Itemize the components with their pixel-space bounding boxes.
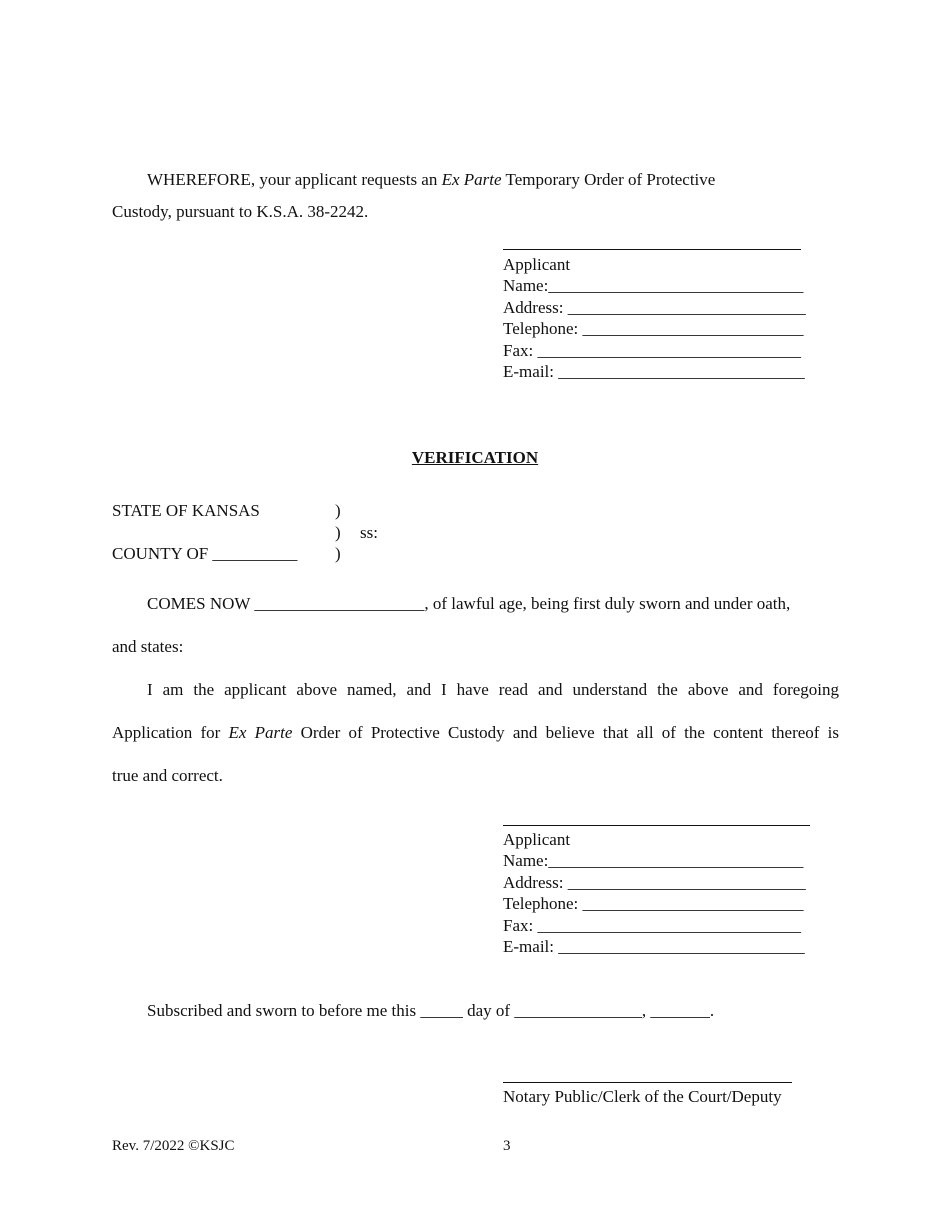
- revision-footer: Rev. 7/2022 ©KSJC: [112, 1138, 235, 1154]
- statement-line-3: true and correct.: [112, 766, 223, 785]
- subscribed-sworn-line: Subscribed and sworn to before me this _____ day of _______________, _______.: [147, 1001, 715, 1020]
- applicant-signature-line-2[interactable]: [503, 825, 810, 826]
- state-of-kansas: STATE OF KANSAS: [112, 501, 260, 520]
- venue-paren-2: ): [335, 523, 341, 542]
- applicant-fax-field-1[interactable]: Fax: _______________________________: [503, 341, 801, 360]
- comes-now-line: COMES NOW ____________________, of lawful age, being first duly sworn and under oath,: [147, 594, 791, 613]
- wherefore-line-1: WHEREFORE, your applicant requests an Ex Parte Temporary Order of Protective: [147, 170, 716, 189]
- and-states-line: and states:: [112, 637, 184, 656]
- applicant-email-field-2[interactable]: E-mail: _____________________________: [503, 937, 805, 956]
- applicant-telephone-field-1[interactable]: Telephone: __________________________: [503, 319, 804, 338]
- ss-label: ss:: [360, 523, 378, 542]
- applicant-address-field-2[interactable]: Address: ____________________________: [503, 873, 806, 892]
- applicant-fax-field-2[interactable]: Fax: _______________________________: [503, 916, 801, 935]
- county-of-field[interactable]: COUNTY OF __________: [112, 544, 298, 563]
- notary-signature-line[interactable]: [503, 1082, 792, 1083]
- statement-line-2: Application for Ex Parte Order of Protective Custody and believe that all of the content thereof is: [112, 723, 839, 742]
- applicant-telephone-field-2[interactable]: Telephone: __________________________: [503, 894, 804, 913]
- applicant-name-field-1[interactable]: Name:______________________________: [503, 276, 804, 295]
- applicant-label-2: Applicant: [503, 830, 571, 849]
- page-number: 3: [503, 1138, 511, 1154]
- applicant-label-1: Applicant: [503, 255, 571, 274]
- wherefore-line-2: Custody, pursuant to K.S.A. 38-2242.: [112, 202, 369, 221]
- venue-paren-3: ): [335, 544, 341, 563]
- applicant-signature-line-1[interactable]: [503, 249, 801, 250]
- applicant-name-field-2[interactable]: Name:______________________________: [503, 851, 804, 870]
- venue-paren-1: ): [335, 501, 341, 520]
- applicant-email-field-1[interactable]: E-mail: _____________________________: [503, 362, 805, 381]
- applicant-address-field-1[interactable]: Address: ____________________________: [503, 298, 806, 317]
- notary-label: Notary Public/Clerk of the Court/Deputy: [503, 1087, 782, 1106]
- statement-line-1: I am the applicant above named, and I have read and understand the above and foregoing: [147, 680, 839, 699]
- verification-title: VERIFICATION: [411, 448, 539, 467]
